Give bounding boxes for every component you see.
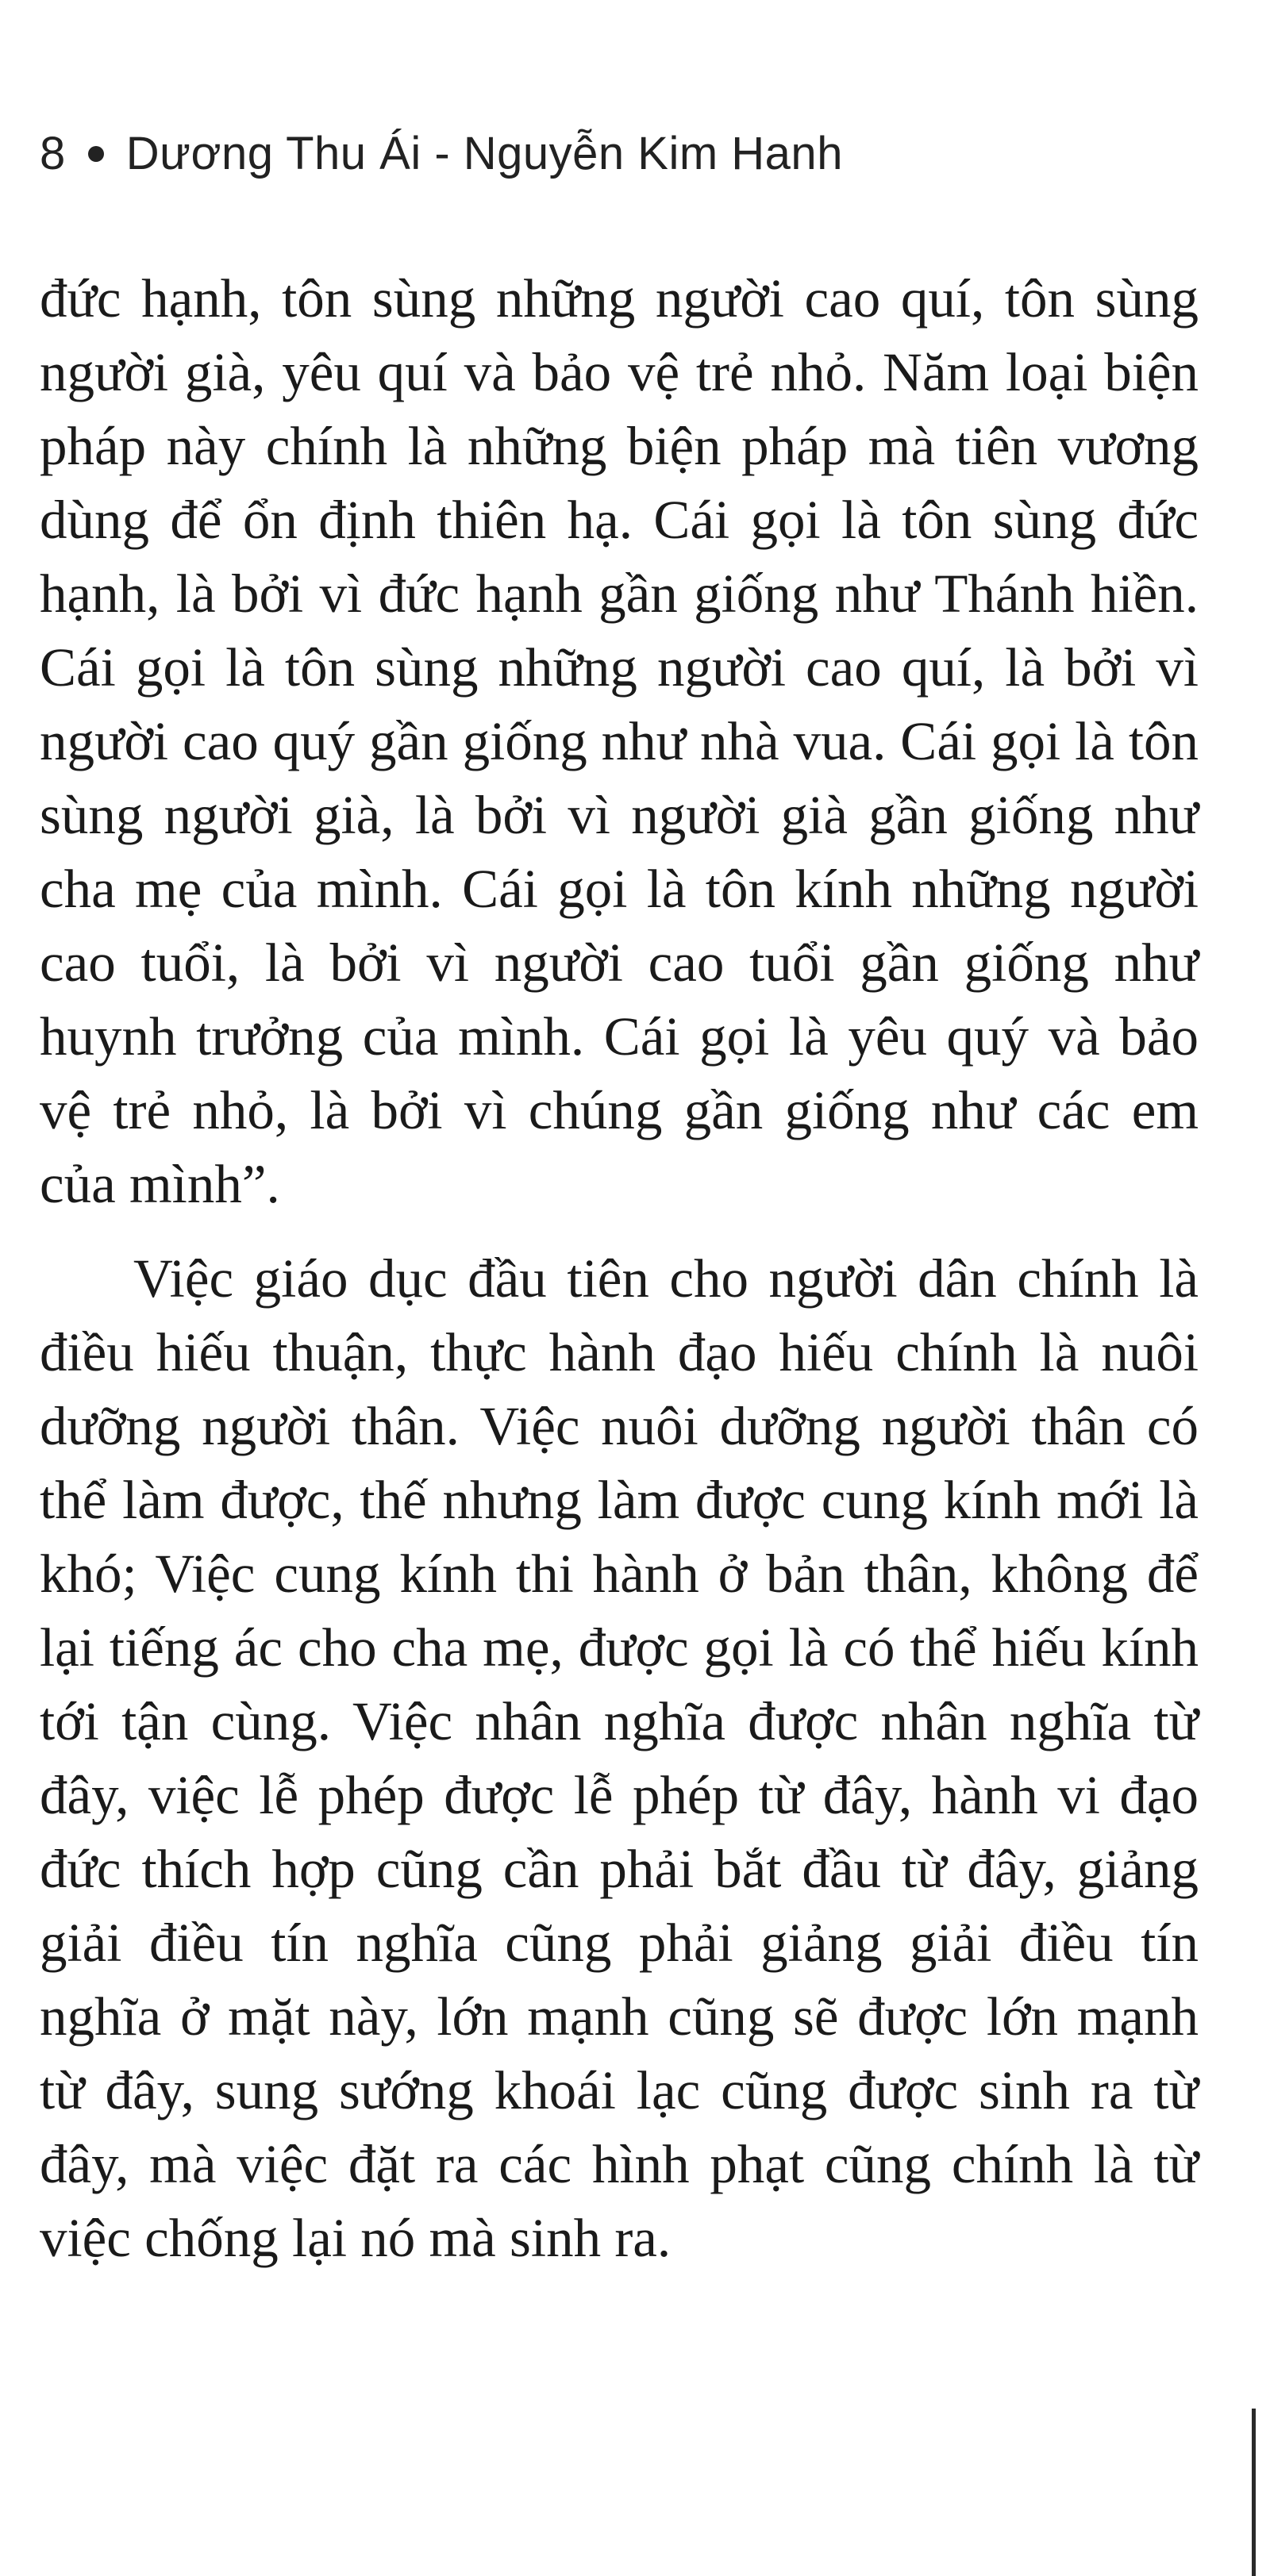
bullet-separator (88, 146, 104, 162)
body-text (40, 262, 1199, 2275)
paragraph-continuation: đức hạnh, tôn sùng những người cao quí, tôn sùng người già, yêu quí và bảo vệ trẻ nhỏ. Năm loại biện pháp này chính là những biện pháp mà tiên vương dùng để ổn định thiên hạ. Cái gọi là tôn sùng đức hạnh, là bởi vì đức hạnh gần giống như Thánh hiền. Cái gọi là tôn sùng những người cao quí, là bởi vì người cao quý gần giống như nhà vua. Cái gọi là tôn sùng người già, là bởi vì người già gần giống như cha mẹ của mình. Cái gọi là tôn kính những người cao tuổi, là bởi vì người cao tuổi gần giống như huynh trưởng của mình. Cái gọi là yêu quý và bảo vệ trẻ nhỏ, là bởi vì chúng gần giống như các em của mình”. (40, 268, 1199, 1214)
paragraph-filial-piety: Việc giáo dục đầu tiên cho người dân chính là điều hiếu thuận, thực hành đạo hiếu chính là nuôi dưỡng người thân. Việc nuôi dưỡng người thân có thể làm được, thế nhưng làm được cung kính mới là khó; Việc cung kính thi hành ở bản thân, không để lại tiếng ác cho cha mẹ, được gọi là có thể hiếu kính tới tận cùng. Việc nhân nghĩa được nhân nghĩa từ đây, việc lễ phép được lễ phép từ đây, hành vi đạo đức thích hợp cũng cần phải bắt đầu từ đây, giảng giải điều tín nghĩa cũng phải giảng giải điều tín nghĩa ở mặt này, lớn mạnh cũng sẽ được lớn mạnh từ đây, sung sướng khoái lạc cũng được sinh ra từ đây, mà việc đặt ra các hình phạt cũng chính là từ việc chống lại nó mà sinh ra. (40, 1248, 1199, 2268)
page-edge-mark (1252, 2409, 1256, 2576)
header-authors: Dương Thu Ái - Nguyễn Kim Hanh (125, 128, 843, 179)
running-header (40, 127, 843, 180)
page-number: 8 (40, 128, 66, 179)
